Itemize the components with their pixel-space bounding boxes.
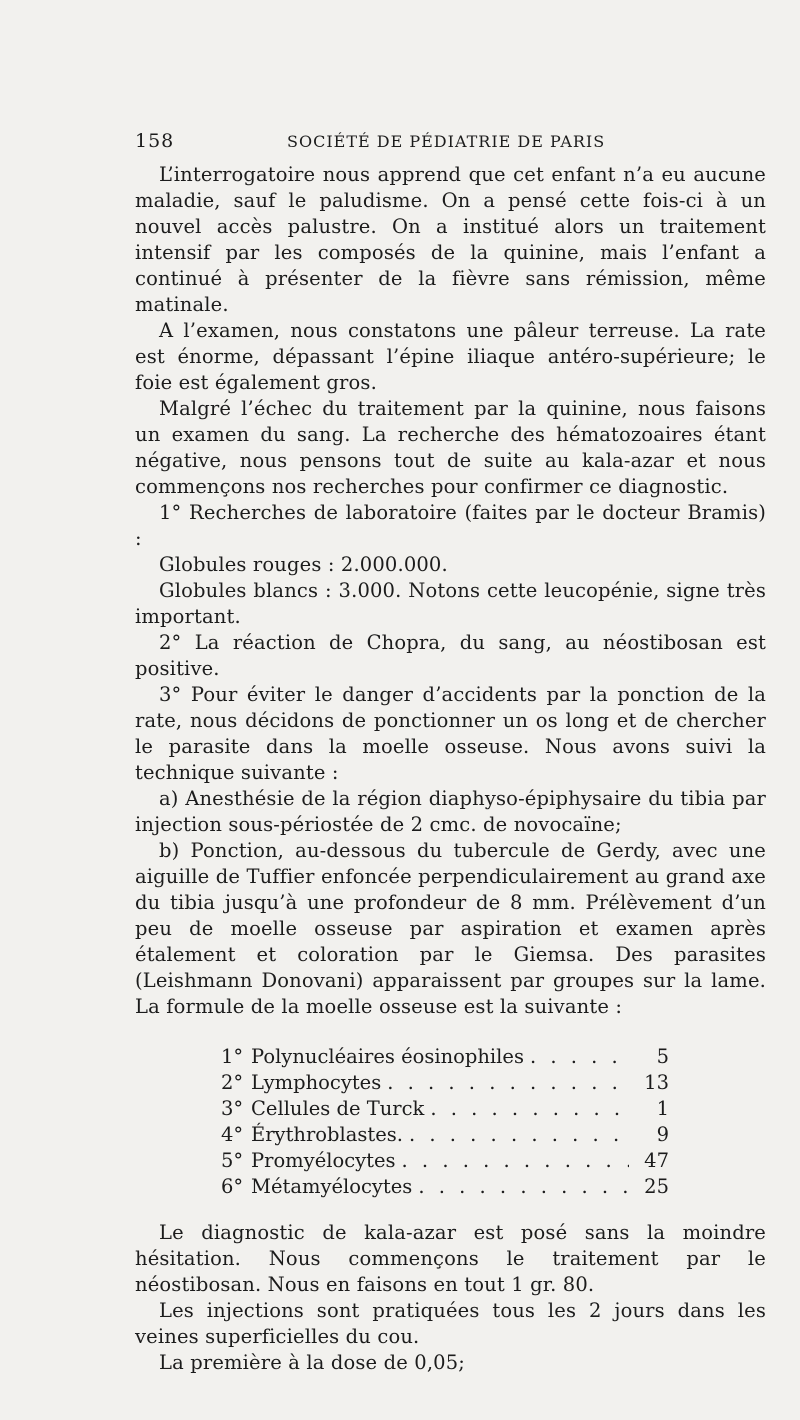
body-text — [135, 162, 766, 1020]
row-value: 25 — [644, 1175, 669, 1198]
row-value: 5 — [656, 1045, 669, 1068]
paragraph: 2° La réaction de Chopra, du sang, au néostibosan est positive. — [135, 631, 766, 680]
leader-dots — [424, 1096, 629, 1122]
row-number: 6° — [221, 1175, 244, 1198]
row-label: Érythroblastes. — [251, 1123, 403, 1146]
paragraph: a) Anesthésie de la région diaphyso-épiphysaire du tibia par injection sous-périostée de 2 cmc. de novocaïne; — [135, 787, 766, 836]
page-header — [135, 122, 766, 162]
paragraph: 3° Pour éviter le danger d’accidents par la ponction de la rate, nous décidons de ponctionner un os long et de chercher le parasite dans la moelle osseuse. Nous avons suivi la technique suivante : — [135, 683, 766, 784]
table-row — [221, 1096, 669, 1122]
table-row — [221, 1174, 669, 1200]
row-label: Cellules de Turck — [251, 1097, 425, 1120]
paragraph: Les injections sont pratiquées tous les 2 jours dans les veines superficielles du cou. — [135, 1299, 766, 1348]
row-value: 13 — [644, 1071, 669, 1094]
paragraph: La première à la dose de 0,05; — [159, 1351, 466, 1374]
paragraph: 1° Recherches de laboratoire (faites par le docteur Bramis) : — [135, 501, 766, 550]
leader-dots — [396, 1148, 629, 1174]
paragraph: Malgré l’échec du traitement par la quinine, nous faisons un examen du sang. La recherche des hématozoaires étant négative, nous pensons tout de suite au kala-azar et nous commençons nos recherches pour confirmer ce diagnostic. — [135, 397, 766, 498]
leader-dots — [412, 1174, 629, 1200]
bone-marrow-formula-table — [221, 1044, 669, 1200]
leader-dots — [403, 1122, 629, 1148]
row-number: 1° — [221, 1045, 244, 1068]
row-label: Métamyélocytes — [251, 1175, 413, 1198]
closing-text — [135, 1220, 766, 1376]
table-row — [221, 1122, 669, 1148]
page-number: 158 — [135, 130, 175, 152]
table-row — [221, 1070, 669, 1096]
row-value: 9 — [656, 1123, 669, 1146]
paragraph: Globules rouges : 2.000.000. — [159, 553, 448, 576]
table-row — [221, 1148, 669, 1174]
row-number: 2° — [221, 1071, 244, 1094]
row-value: 1 — [656, 1097, 669, 1120]
row-label: Polynucléaires éosinophiles — [251, 1045, 524, 1068]
paragraph: Globules blancs : 3.000. Notons cette leucopénie, signe très important. — [135, 579, 766, 628]
row-number: 4° — [221, 1123, 244, 1146]
row-value: 47 — [644, 1149, 669, 1172]
row-label: Promyélocytes — [251, 1149, 396, 1172]
paragraph: b) Ponction, au-dessous du tubercule de Gerdy, avec une aiguille de Tuffier enfoncée perpendiculairement au grand axe du tibia jusqu’à une profondeur de 8 mm. Prélèvement d’un peu de moelle osseuse par aspiration et examen après étalement et coloration par le Giemsa. Des parasites (Leishmann Donovani) apparaissent par groupes sur la lame. La formule de la moelle osseuse est la suivante : — [135, 839, 766, 1018]
leader-dots — [381, 1070, 629, 1096]
row-label: Lymphocytes — [251, 1071, 382, 1094]
running-title: SOCIÉTÉ DE PÉDIATRIE DE PARIS — [287, 132, 606, 151]
table-row — [221, 1044, 669, 1070]
paragraph: L’interrogatoire nous apprend que cet enfant n’a eu aucune maladie, sauf le paludisme. On a pensé cette fois-ci à un nouvel accès palustre. On a institué alors un traitement intensif par les composés de la quinine, mais l’enfant a continué à présenter de la fièvre sans rémission, même matinale. — [135, 163, 766, 316]
row-number: 5° — [221, 1149, 244, 1172]
paragraph: Le diagnostic de kala-azar est posé sans la moindre hésitation. Nous commençons le traitement par le néostibosan. Nous en faisons en tout 1 gr. 80. — [135, 1221, 766, 1296]
row-number: 3° — [221, 1097, 244, 1120]
paragraph: A l’examen, nous constatons une pâleur terreuse. La rate est énorme, dépassant l’épine iliaque antéro-supérieure; le foie est également gros. — [135, 319, 766, 394]
leader-dots — [524, 1044, 629, 1070]
